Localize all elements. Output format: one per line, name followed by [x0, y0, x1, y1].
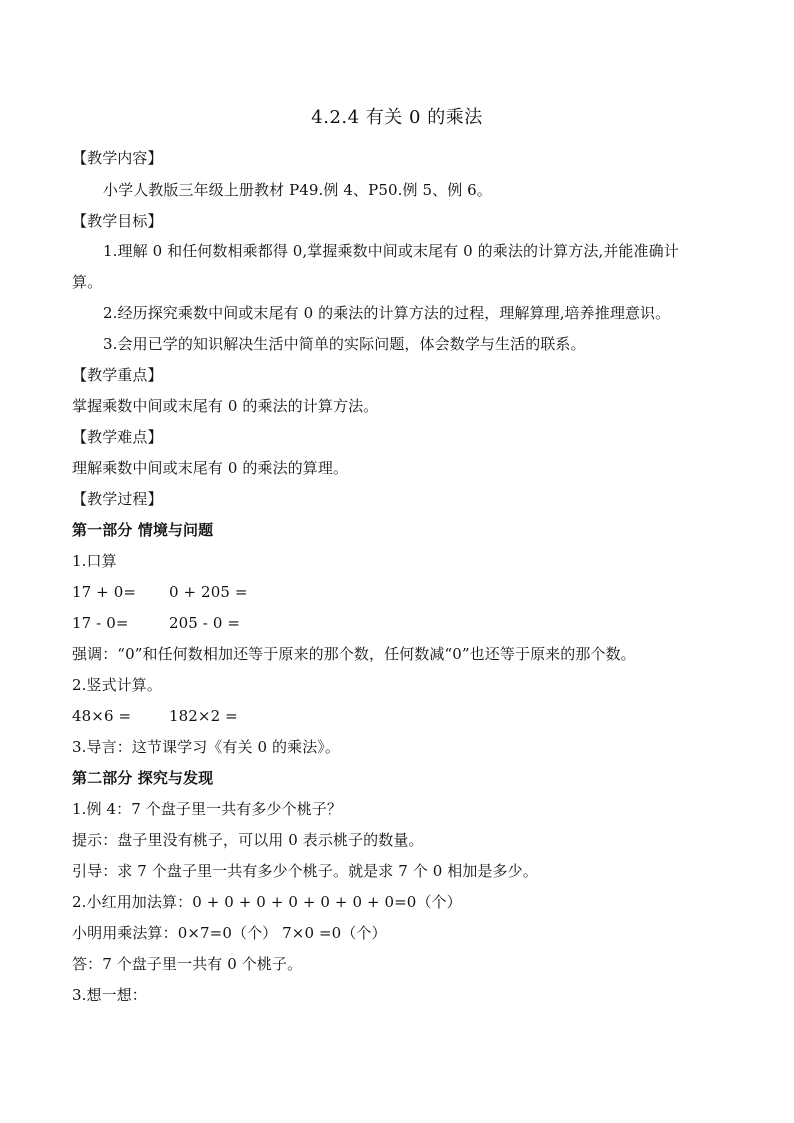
part1-heading: 第一部分 情境与问题: [72, 521, 214, 539]
process-heading: 【教学过程】: [72, 490, 163, 508]
goals-heading: 【教学目标】: [72, 212, 163, 230]
goal-1-line-2: 算。: [72, 273, 103, 291]
guide-text: 引导：求 7 个盘子里一共有多少个桃子。就是求 7 个 0 相加是多少。: [72, 862, 538, 880]
key-heading: 【教学重点】: [72, 366, 163, 384]
answer-text: 答：7 个盘子里一共有 0 个桃子。: [72, 955, 303, 973]
goal-1-line-1: 1.理解 0 和任何数相乘都得 0,掌握乘数中间或末尾有 0 的乘法的计算方法,并能准确计: [103, 242, 679, 260]
content-text: 小学人教版三年级上册教材 P49.例 4、P50.例 5、例 6。: [103, 181, 492, 199]
mental-math-row-2: [72, 613, 240, 633]
expression: 17 - 0=: [72, 614, 129, 632]
expression: 205 - 0 =: [169, 614, 241, 632]
part2-item3: 3.想一想：: [72, 986, 147, 1004]
part1-item3: 3.导言：这节课学习《有关 0 的乘法》。: [72, 738, 340, 756]
mental-math-row-1: [72, 582, 248, 602]
part2-heading: 第二部分 探究与发现: [72, 769, 214, 787]
emphasis-text: 强调：“0”和任何数相加还等于原来的那个数，任何数减“0”也还等于原来的那个数。: [72, 645, 636, 663]
content-heading: 【教学内容】: [72, 149, 163, 167]
expression: 0 + 205 =: [169, 583, 248, 601]
part1-item2: 2.竖式计算。: [72, 676, 163, 694]
part1-item1: 1.口算: [72, 552, 117, 570]
expression: 17 + 0=: [72, 583, 137, 601]
key-text: 掌握乘数中间或末尾有 0 的乘法的计算方法。: [72, 397, 379, 415]
part2-item2: 2.小红用加法算：0 + 0 + 0 + 0 + 0 + 0 + 0=0（个）: [72, 893, 462, 911]
difficult-heading: 【教学难点】: [72, 428, 163, 446]
vertical-calc-row: [72, 706, 238, 726]
expression: 182×2 =: [169, 707, 238, 725]
expression: 48×6 =: [72, 707, 132, 725]
multiplication-text: 小明用乘法算：0×7=0（个） 7×0 =0（个）: [72, 924, 387, 942]
goal-2: 2.经历探究乘数中间或末尾有 0 的乘法的计算方法的过程，理解算理,培养推理意识。: [103, 304, 671, 322]
goal-3: 3.会用已学的知识解决生活中简单的实际问题，体会数学与生活的联系。: [103, 335, 586, 353]
page-title: 4.2.4 有关 0 的乘法: [311, 107, 483, 128]
part2-item1: 1.例 4：7 个盘子里一共有多少个桃子？: [72, 800, 343, 818]
hint-text: 提示：盘子里没有桃子，可以用 0 表示桃子的数量。: [72, 831, 424, 849]
difficult-text: 理解乘数中间或末尾有 0 的乘法的算理。: [72, 459, 349, 477]
